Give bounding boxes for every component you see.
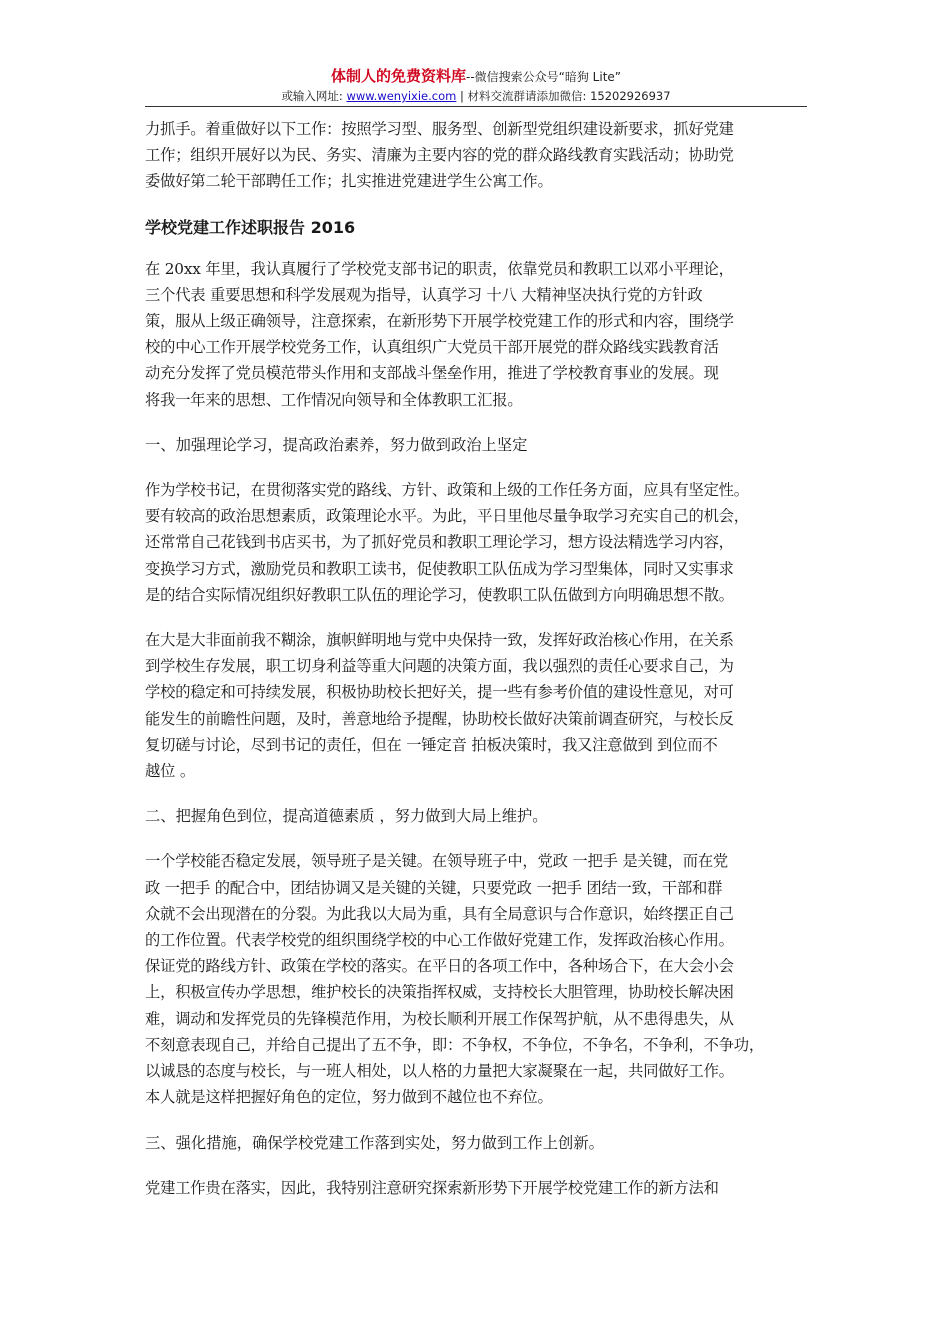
header-brand-line [145, 66, 807, 87]
text-line: 在大是大非面前我不糊涂，旗帜鲜明地与党中央保持一致，发挥好政治核心作用，在关系 [145, 631, 734, 650]
header-divider [145, 106, 807, 107]
text-line: 众就不会出现潜在的分裂。为此我以大局为重，具有全局意识与合作意识，始终摆正自己 [145, 904, 734, 923]
text-line: 要有较高的政治思想素质，政策理论水平。为此，平日里他尽量争取学习充实自己的机会， [145, 507, 749, 526]
text-line: 上，积极宣传办学思想，维护校长的决策指挥权威，支持校长大胆管理，协助校长解决困 [145, 983, 734, 1002]
text-line: 越位 。 [145, 762, 195, 781]
text-line: 作为学校书记，在贯彻落实党的路线、方针、政策和上级的工作任务方面，应具有坚定性。 [145, 481, 749, 500]
text-line: 将我一年来的思想、工作情况向领导和全体教职工汇报。 [145, 390, 523, 409]
text-line: 保证党的路线方针、政策在学校的落实。在平日的各项工作中，各种场合下，在大会小会 [145, 957, 734, 976]
contact-info: | 材料交流群请添加微信: 15202926937 [456, 89, 671, 103]
document-title: 学校党建工作述职报告 2016 [145, 217, 356, 237]
text-line: 政 一把手 的配合中，团结协调又是关键的关键，只要党政 一把手 团结一致，干部和群 [145, 878, 723, 897]
page-header [145, 66, 807, 105]
header-contact-line [145, 87, 807, 105]
text-line: 校的中心工作开展学校党务工作，认真组织广大党员干部开展党的群众路线实践教育活 [145, 338, 719, 357]
paragraph-leadership [145, 848, 820, 1110]
paragraph-opening [145, 256, 820, 413]
url-prefix: 或输入网址: [281, 89, 347, 103]
text-line: 力抓手。着重做好以下工作：按照学习型、服务型、创新型党组织建设新要求，抓好党建 [145, 120, 734, 138]
text-line: 党建工作贵在落实，因此，我特别注意研究探索新形势下开展学校党建工作的新方法和 [145, 1178, 719, 1197]
text-line: 动充分发挥了党员模范带头作用和支部战斗堡垒作用，推进了学校教育事业的发展。现 [145, 364, 719, 383]
intro-paragraph [145, 116, 820, 195]
text-line: 能发生的前瞻性问题，及时，善意地给予提醒，协助校长做好决策前调查研究，与校长反 [145, 709, 734, 728]
text-line: 是的结合实际情况组织好教职工队伍的理论学习，使教职工队伍做到方向明确思想不散。 [145, 585, 734, 604]
text-line: 不刻意表现自己，并给自己提出了五不争，即：不争权，不争位，不争名，不争利，不争功， [145, 1035, 764, 1054]
section-heading-2: 二、把握角色到位，提高道德素质 ，努力做到大局上维护。 [145, 807, 548, 826]
text-line: 难，调动和发挥党员的先锋模范作用，为校长顺利开展工作保驾护航，从不患得患失，从 [145, 1009, 734, 1028]
text-line: 复切磋与讨论，尽到书记的责任，但在 一锤定音 拍板决策时，我又注意做到 到位而不 [145, 735, 718, 754]
website-link[interactable]: www.wenyixie.com [346, 89, 457, 103]
text-line: 变换学习方式，激励党员和教职工读书，促使教职工队伍成为学习型集体，同时又实事求 [145, 559, 734, 578]
brand-title: 体制人的免费资料库 [330, 67, 466, 85]
text-line: 的工作位置。代表学校党的组织围绕学校的中心工作做好党建工作，发挥政治核心作用。 [145, 931, 734, 950]
text-line: 到学校生存发展，职工切身利益等重大问题的决策方面，我以强烈的责任心要求自己，为 [145, 657, 734, 676]
text-line: 策，服从上级正确领导，注意探索，在新形势下开展学校党建工作的形式和内容，围绕学 [145, 312, 734, 331]
section-heading-1: 一、加强理论学习，提高政治素养，努力做到政治上坚定 [145, 435, 528, 454]
paragraph-implementation [145, 1175, 820, 1201]
text-line: 本人就是这样把握好角色的定位，努力做到不越位也不弃位。 [145, 1088, 553, 1107]
text-line: 委做好第二轮干部聘任工作；扎实推进党建进学生公寓工作。 [145, 172, 553, 191]
text-line: 一个学校能否稳定发展，领导班子是关键。在领导班子中，党政 一把手 是关键，而在党 [145, 852, 729, 871]
text-line: 还常常自己花钱到书店买书，为了抓好党员和教职工理论学习，想方设法精选学习内容， [145, 533, 734, 552]
text-line: 三个代表 重要思想和科学发展观为指导，认真学习 十八 大精神坚决执行党的方针政 [145, 285, 703, 304]
text-line: 工作；组织开展好以为民、务实、清廉为主要内容的党的群众路线教育实践活动；协助党 [145, 146, 734, 165]
paragraph-theory-study [145, 477, 820, 608]
document-body [145, 116, 820, 1220]
brand-subtitle: --微信搜索公众号“暗狗 Lite” [465, 70, 622, 84]
section-heading-3: 三、强化措施，确保学校党建工作落到实处，努力做到工作上创新。 [145, 1133, 604, 1152]
text-line: 学校的稳定和可持续发展，积极协助校长把好关，提一些有参考价值的建设性意见，对可 [145, 683, 734, 702]
text-line: 在 20xx 年里，我认真履行了学校党支部书记的职责，依靠党员和教职工以邓小平理论， [145, 259, 734, 278]
text-line: 以诚恳的态度与校长，与一班人相处，以人格的力量把大家凝聚在一起，共同做好工作。 [145, 1062, 734, 1081]
paragraph-political-core [145, 627, 820, 784]
